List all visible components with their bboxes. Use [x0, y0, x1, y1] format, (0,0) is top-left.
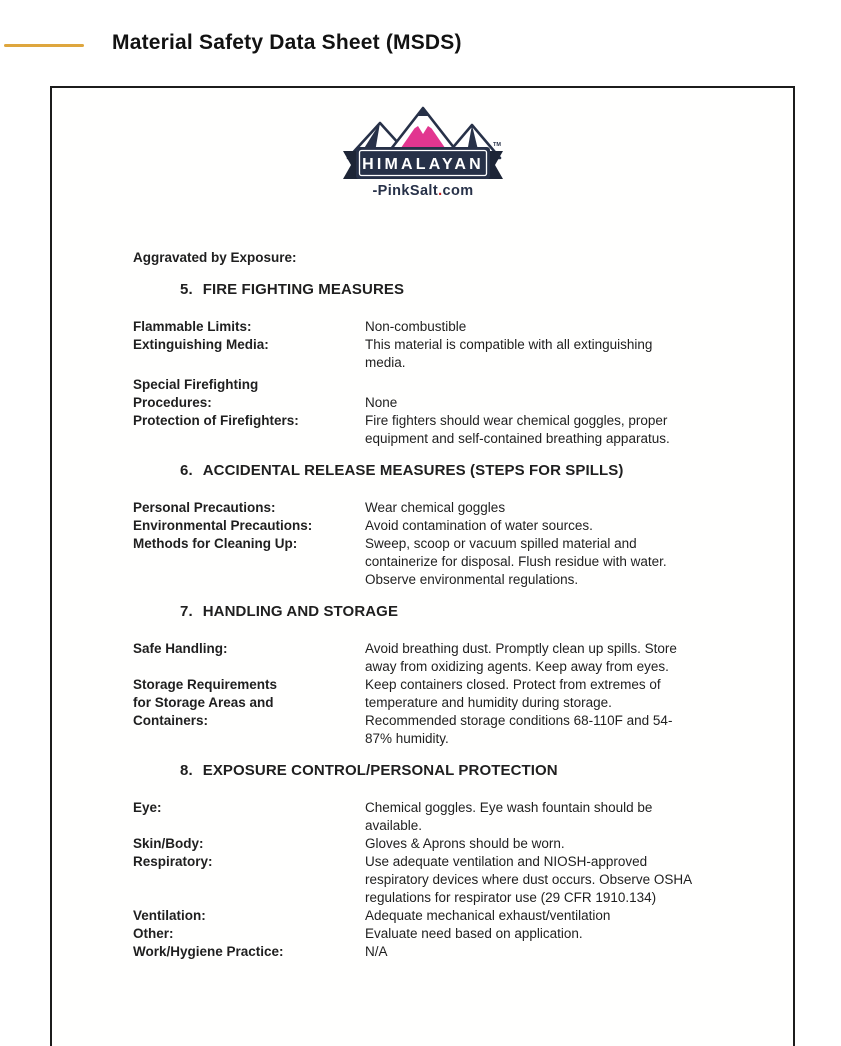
section-title: HANDLING AND STORAGE — [202, 603, 399, 620]
field-value — [365, 535, 779, 589]
value-line: Sweep, scoop or vacuum spilled material and — [365, 536, 637, 551]
value-line: Wear chemical goggles — [365, 500, 506, 515]
value-line: Recommended storage conditions 68-110F and 54- — [365, 713, 673, 728]
field-row — [133, 535, 779, 589]
value-line: Observe environmental regulations. — [365, 572, 579, 587]
field-label — [133, 412, 365, 430]
field-value — [365, 336, 779, 372]
label-line: Ventilation: — [133, 908, 206, 923]
msds-section — [133, 603, 779, 748]
value-line: respiratory devices where dust occurs. Observe OSHA — [365, 872, 693, 887]
section-rows — [133, 640, 779, 748]
label-line: Flammable Limits: — [133, 319, 252, 334]
field-row — [133, 318, 779, 336]
label-line: Respiratory: — [133, 854, 213, 869]
value-line: temperature and humidity during storage. — [365, 695, 612, 710]
field-value — [365, 853, 779, 907]
field-row — [133, 376, 779, 412]
label-line: Storage Requirements — [133, 677, 278, 692]
section-heading — [180, 603, 779, 621]
section-number: 7. — [180, 603, 193, 620]
field-value — [365, 640, 779, 676]
field-row — [133, 943, 779, 961]
value-line: Avoid contamination of water sources. — [365, 518, 593, 533]
section-title: FIRE FIGHTING MEASURES — [202, 281, 405, 298]
field-value — [365, 907, 779, 925]
field-label — [133, 676, 365, 730]
label-line: Extinguishing Media: — [133, 337, 269, 352]
label-line: Skin/Body: — [133, 836, 204, 851]
field-value — [365, 517, 779, 535]
page-title: Material Safety Data Sheet (MSDS) — [112, 31, 462, 54]
value-line: Chemical goggles. Eye wash fountain should be — [365, 800, 653, 815]
value-line: Fire fighters should wear chemical goggles, proper — [365, 413, 668, 428]
field-value — [365, 376, 779, 412]
section-number: 5. — [180, 281, 193, 298]
field-row — [133, 640, 779, 676]
banner-text: HIMALAYAN — [361, 156, 484, 173]
value-line — [365, 376, 779, 394]
field-value — [365, 943, 779, 961]
field-value — [365, 412, 779, 448]
field-label — [133, 799, 365, 817]
value-line: Gloves & Aprons should be worn. — [365, 836, 565, 851]
value-line: This material is compatible with all extinguishing — [365, 337, 653, 352]
field-row — [133, 853, 779, 907]
field-value — [365, 799, 779, 835]
field-label — [133, 318, 365, 336]
label-line: Work/Hygiene Practice: — [133, 944, 284, 959]
value-line: away from oxidizing agents. Keep away from eyes. — [365, 659, 669, 674]
value-line: Use adequate ventilation and NIOSH-approved — [365, 854, 648, 869]
msds-section — [133, 281, 779, 448]
field-label — [133, 336, 365, 354]
value-line: regulations for respirator use (29 CFR 1910.134) — [365, 890, 657, 905]
field-value — [365, 925, 779, 943]
section-title: ACCIDENTAL RELEASE MEASURES (STEPS FOR SPILLS) — [202, 462, 624, 479]
value-line: Evaluate need based on application. — [365, 926, 583, 941]
value-line: 87% humidity. — [365, 731, 449, 746]
section-number: 8. — [180, 762, 193, 779]
field-row — [133, 799, 779, 835]
accent-line — [4, 44, 84, 47]
section-heading — [180, 281, 779, 299]
section-heading — [180, 462, 779, 480]
value-line: media. — [365, 355, 406, 370]
value-line: containerize for disposal. Flush residue with water. — [365, 554, 667, 569]
section-heading — [180, 762, 779, 780]
field-row — [133, 676, 779, 748]
section-rows — [133, 799, 779, 961]
field-value — [365, 499, 779, 517]
section-rows — [133, 499, 779, 589]
label-line: Procedures: — [133, 395, 212, 410]
label-line: Protection of Firefighters: — [133, 413, 299, 428]
section-number: 6. — [180, 462, 193, 479]
field-label — [133, 517, 365, 535]
field-row — [133, 336, 779, 372]
field-label — [133, 943, 365, 961]
field-label — [133, 535, 365, 553]
msds-section — [133, 762, 779, 961]
trademark-text: TM — [492, 142, 501, 148]
section-title: EXPOSURE CONTROL/PERSONAL PROTECTION — [202, 762, 558, 779]
label-line: Safe Handling: — [133, 641, 228, 656]
himalayan-logo-icon — [332, 100, 514, 204]
value-line: Adequate mechanical exhaust/ventilation — [365, 908, 611, 923]
field-value — [365, 318, 779, 336]
field-row — [133, 412, 779, 448]
field-label — [133, 376, 365, 412]
value-line: Keep containers closed. Protect from extremes of — [365, 677, 661, 692]
field-label — [133, 499, 365, 517]
label-line: Other: — [133, 926, 174, 941]
field-row — [133, 517, 779, 535]
document-body — [52, 249, 793, 961]
value-line: N/A — [365, 944, 388, 959]
field-label — [133, 853, 365, 871]
field-label — [133, 640, 365, 658]
field-value — [365, 835, 779, 853]
section-rows — [133, 318, 779, 448]
sections-container — [133, 281, 779, 961]
field-label — [133, 907, 365, 925]
label-line: Special Firefighting — [133, 377, 259, 392]
field-row — [133, 499, 779, 517]
brand-logo — [52, 100, 793, 209]
field-row — [133, 835, 779, 853]
label-line: Containers: — [133, 713, 209, 728]
label-line: Methods for Cleaning Up: — [133, 536, 298, 551]
value-line: Non-combustible — [365, 319, 467, 334]
banner-ribbon-icon — [343, 142, 503, 179]
field-row — [133, 907, 779, 925]
aggravated-by-exposure-label: Aggravated by Exposure: — [133, 250, 297, 265]
msds-sheet — [50, 86, 795, 1046]
field-value — [365, 676, 779, 748]
label-line: Eye: — [133, 800, 162, 815]
field-label — [133, 925, 365, 943]
label-line: Environmental Precautions: — [133, 518, 313, 533]
site-text: -PinkSalt.com — [371, 183, 474, 199]
label-line: Personal Precautions: — [133, 500, 276, 515]
value-line: Avoid breathing dust. Promptly clean up spills. Store — [365, 641, 677, 656]
field-row — [133, 925, 779, 943]
value-line: None — [365, 395, 398, 410]
value-line: equipment and self-contained breathing apparatus. — [365, 431, 670, 446]
label-line: for Storage Areas and — [133, 695, 274, 710]
field-label — [133, 835, 365, 853]
msds-section — [133, 462, 779, 589]
value-line: available. — [365, 818, 423, 833]
